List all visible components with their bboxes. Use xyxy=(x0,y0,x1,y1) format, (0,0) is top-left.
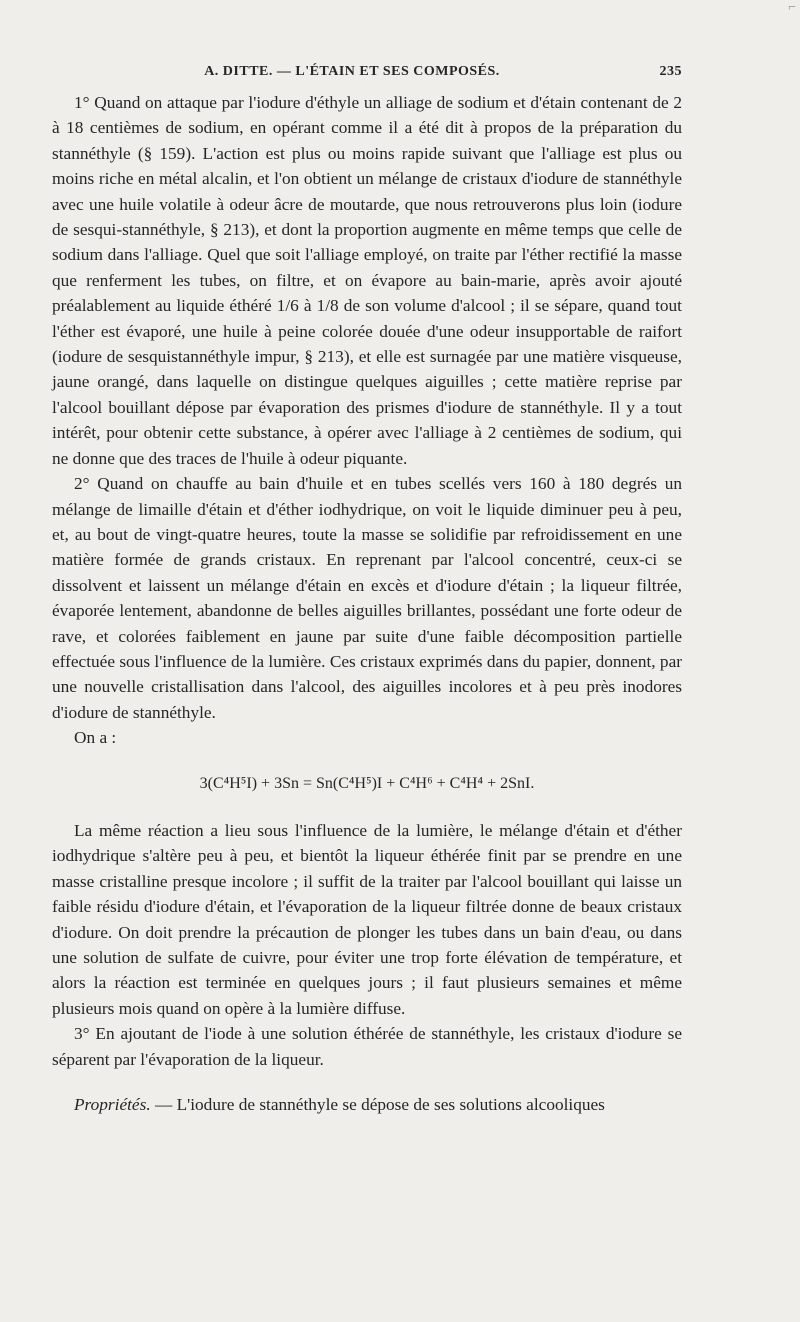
properties-label: Propriétés. xyxy=(74,1095,151,1115)
body-text xyxy=(52,90,682,1117)
paragraph-on-a: On a : xyxy=(74,728,117,748)
paragraph-2: 2° Quand on chauffe au bain d'huile et en tubes scellés vers 160 à 180 degrés un mélange de limaille d'étain et d'éther iodhydrique, on voit le liquide diminuer peu à peu, et, au bout de vingt-quatre heures, toute la masse se solidifie par refroidissement en une matière formée de grands cristaux. En reprenant par l'alcool concentré, ceux-ci se dissolvent et laissent un mélange d'étain en excès et d'iodure d'étain ; la liqueur filtrée, évaporée lentement, abandonne de belles aiguilles brillantes, possédant une forte odeur de rave, et colorées faiblement en jaune par suite d'une faible décomposition partielle effectuée sous l'influence de la lumière. Ces cristaux exprimés dans du papier, donnent, par une nouvelle cristallisation dans l'alcool, des aiguilles incolores et à peu près inodores d'iodure de stannéthyle. xyxy=(52,474,682,722)
paragraph-3: La même réaction a lieu sous l'influence de la lumière, le mélange d'étain et d'éther iodhydrique s'altère peu à peu, et bientôt la liqueur éthérée finit par se prendre en une masse cristalline presque incolore ; il suffit de la traiter par l'alcool bouillant qui laisse un faible résidu d'iodure d'étain, et l'évaporation de la liqueur filtrée donne de beaux cristaux d'iodure. On doit prendre la précaution de plonger les tubes dans un bain d'eau, ou dans une solution de sulfate de cuivre, pour éviter une trop forte élévation de température, et alors la réaction est terminée en quelques jours ; il faut plusieurs semaines et même plusieurs mois quand on opère à la lumière diffuse. xyxy=(52,820,682,1018)
scan-mark: ⌐ xyxy=(788,0,796,15)
properties-text: — L'iodure de stannéthyle se dépose de ses solutions alcooliques xyxy=(150,1095,605,1115)
paragraph-1: 1° Quand on attaque par l'iodure d'éthyle un alliage de sodium et d'étain contenant de 2 à 18 centièmes de sodium, en opérant comme il a été dit à propos de la préparation du stannéthyle (§ 159). L'action est plus ou moins rapide suivant que l'alliage est plus ou moins riche en métal alcalin, et l'on obtient un mélange de cristaux d'iodure de stannéthyle avec une huile volatile à odeur âcre de moutarde, que nous retrouverons plus loin (iodure de sesqui-stannéthyle, § 213), et dont la proportion augmente en même temps que celle de sodium dans l'alliage. Quel que soit l'alliage employé, on traite par l'éther rectifié la masse que renferment les tubes, on filtre, et on évapore au bain-marie, après avoir ajouté préalablement au liquide éthéré 1/6 à 1/8 de son volume d'alcool ; il se sépare, quand tout l'éther est évaporé, une huile à peine colorée douée d'une odeur insupportable de raifort (iodure de sesquistannéthyle impur, § 213), et elle est surnagée par une matière visqueuse, jaune orangé, dans laquelle on distingue quelques aiguilles ; cette matière reprise par l'alcool bouillant dépose par évaporation des prismes d'iodure de stannéthyle. Il y a tout intérêt, pour obtenir cette substance, à opérer avec l'alliage à 2 centièmes de sodium, qui ne donne que des traces de l'huile à odeur piquante. xyxy=(52,93,682,468)
chemical-equation: 3(C⁴H⁵I) + 3Sn = Sn(C⁴H⁵)I + C⁴H⁶ + C⁴H⁴ + 2SnI. xyxy=(199,774,535,792)
running-head: A. DITTE. — L'ÉTAIN ET SES COMPOSÉS. xyxy=(204,64,500,79)
page-header xyxy=(52,64,682,90)
paragraph-4: 3° En ajoutant de l'iode à une solution éthérée de stannéthyle, les cristaux d'iodure se séparent par l'évaporation de la liqueur. xyxy=(52,1024,682,1069)
properties-paragraph xyxy=(52,1092,682,1117)
page-number: 235 xyxy=(659,64,682,79)
